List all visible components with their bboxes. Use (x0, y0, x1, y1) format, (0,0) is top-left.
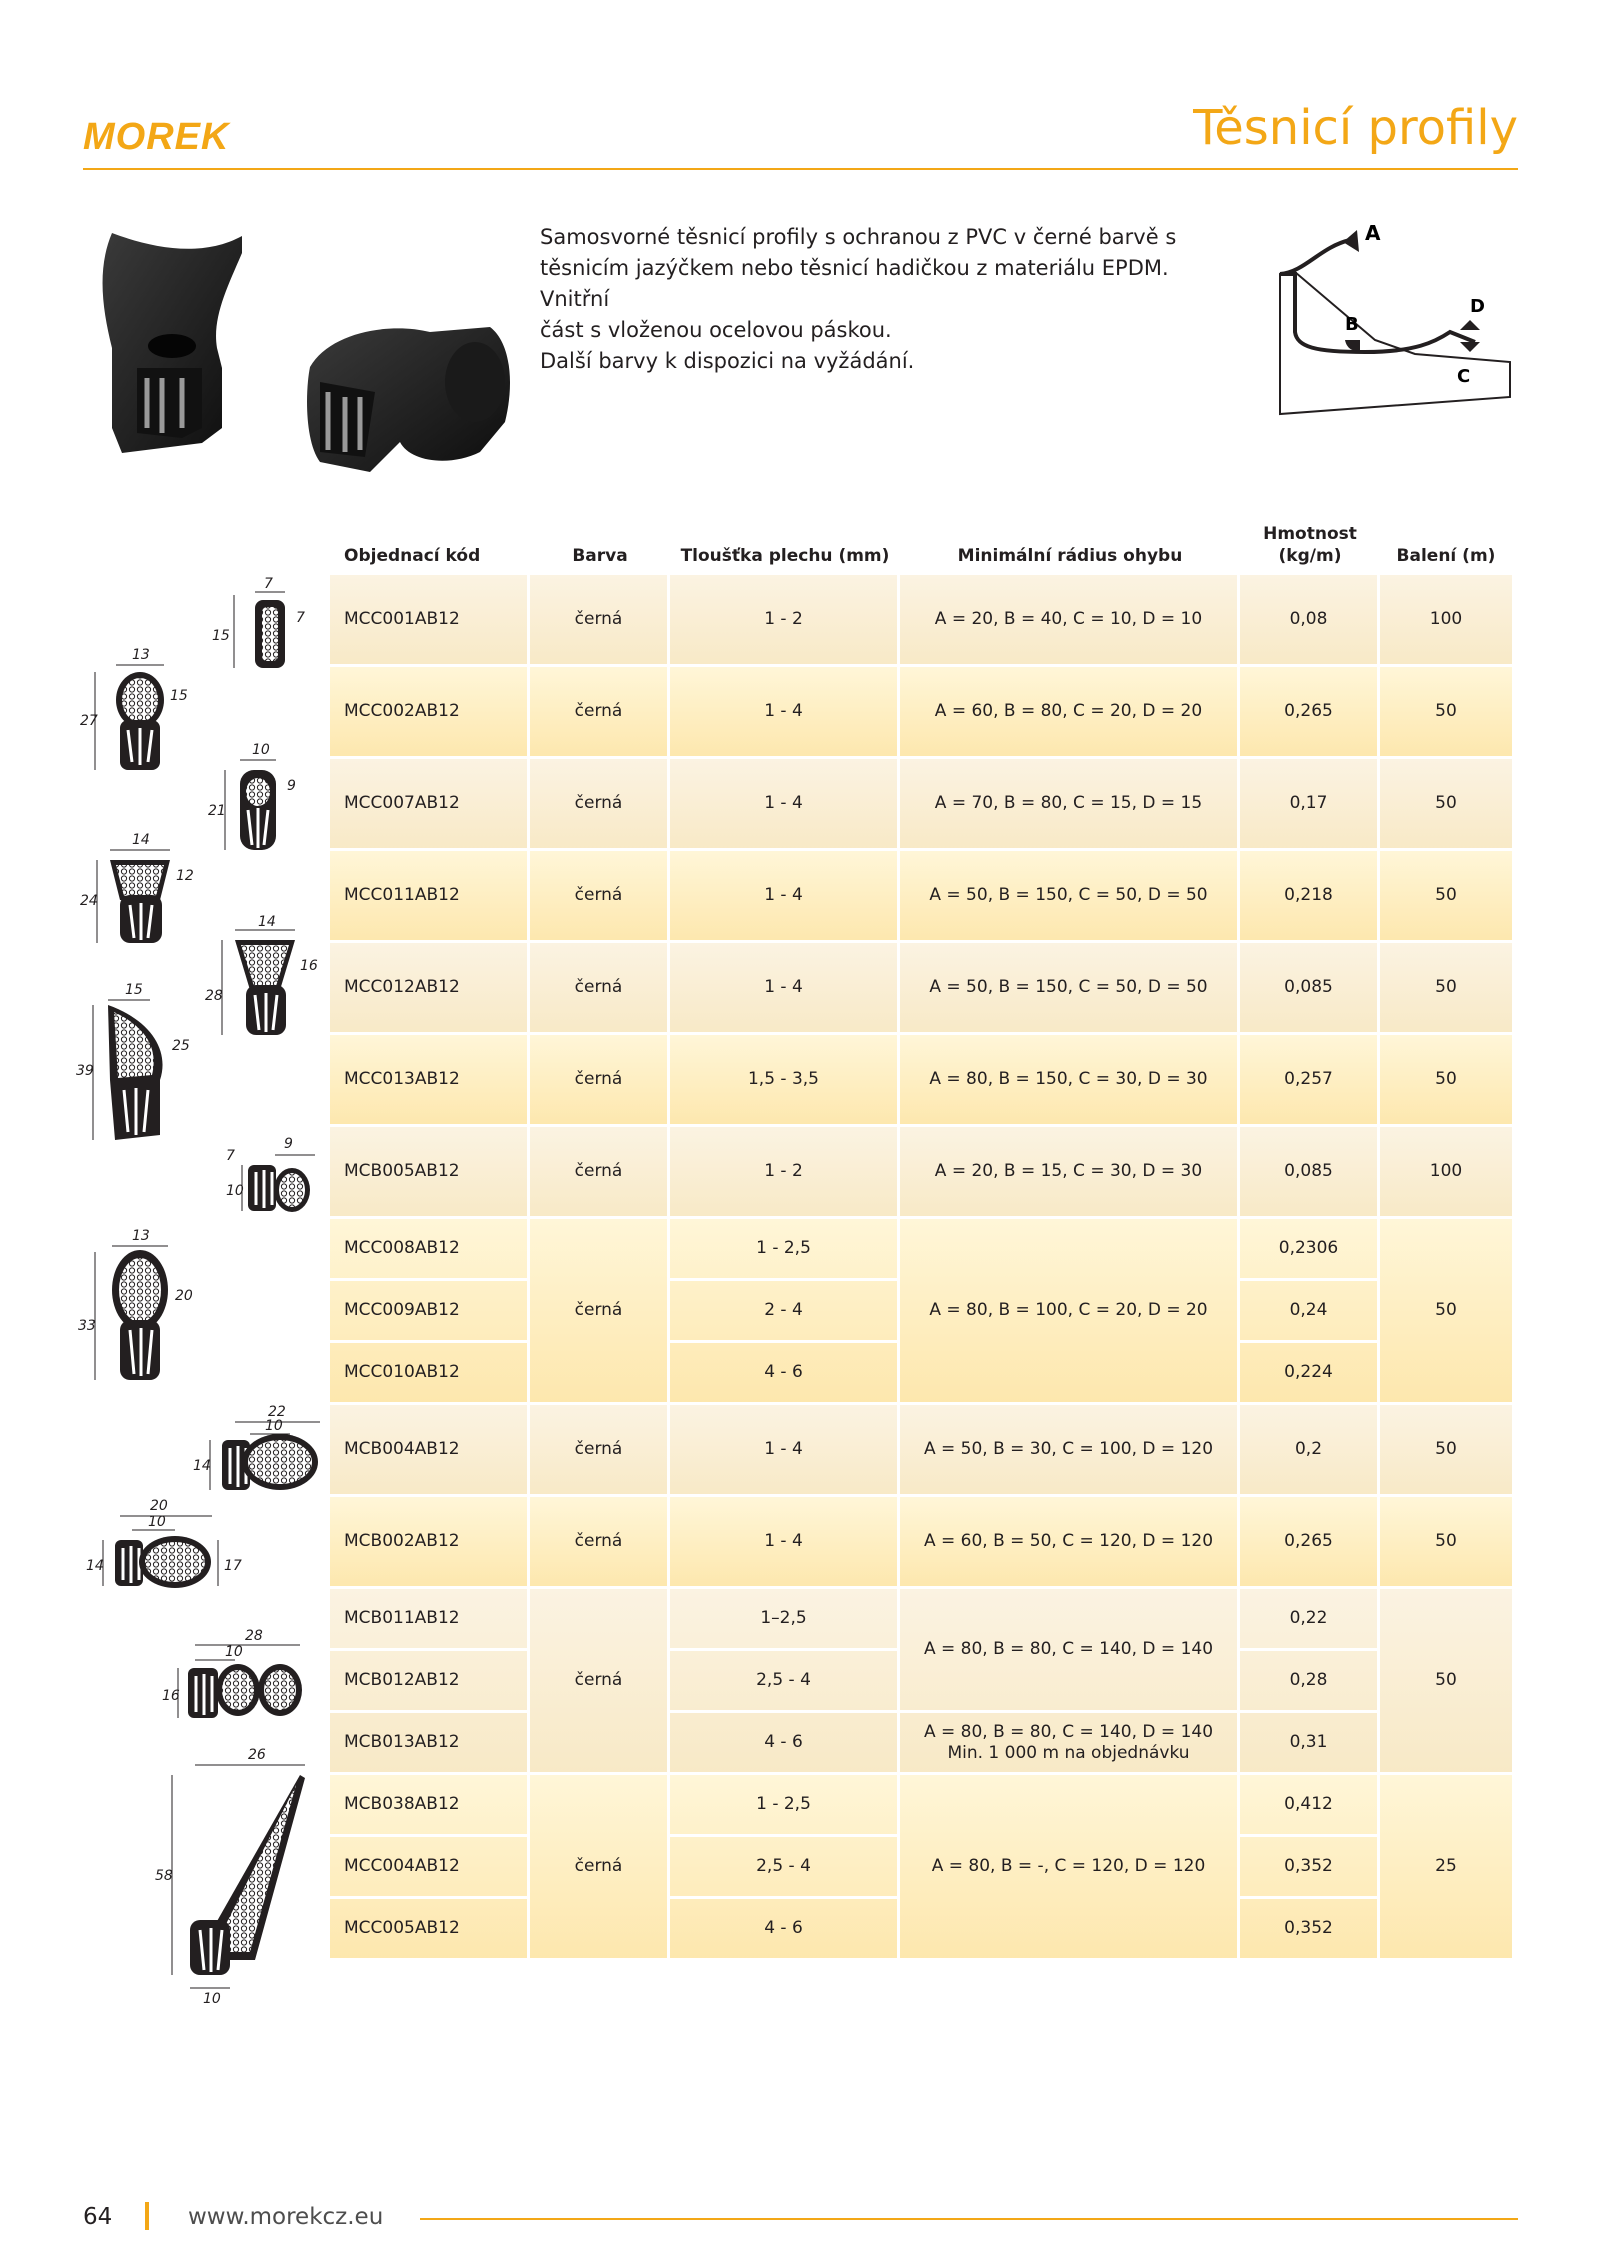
cell-weight: 0,31 (1240, 1713, 1380, 1775)
header-weight-line2: (kg/m) (1278, 546, 1342, 566)
table-row (330, 1405, 1512, 1497)
header-radius: Minimální rádius ohybu (957, 546, 1183, 566)
intro-line: část s vloženou ocelovou páskou. (540, 318, 892, 342)
table-row (330, 759, 1512, 851)
cell-color: černá (530, 1497, 670, 1589)
dim-label: 13 (132, 647, 150, 663)
cell-thickness: 1 - 4 (670, 759, 900, 851)
cell-radius: A = 60, B = 80, C = 20, D = 20 (900, 667, 1240, 759)
profile-drawing-3 (208, 742, 296, 850)
cell-weight: 0,2 (1240, 1405, 1380, 1497)
cell-color: černá (530, 667, 670, 759)
cell-code: MCB005AB12 (330, 1127, 530, 1219)
dim-label: 7 (226, 1148, 235, 1164)
cell-weight: 0,085 (1240, 1127, 1380, 1219)
bend-radius-diagram (1265, 222, 1525, 422)
cell-weight: 0,265 (1240, 1497, 1380, 1589)
dim-label: 7 (296, 610, 305, 626)
dim-label: 13 (132, 1228, 150, 1244)
cell-thickness: 2 - 4 (670, 1281, 900, 1343)
cell-code: MCB038AB12 (330, 1775, 530, 1837)
profile-drawing-11 (162, 1628, 302, 1718)
dim-label: 28 (245, 1628, 263, 1644)
table-row (330, 1127, 1512, 1219)
cell-weight: 0,24 (1240, 1281, 1380, 1343)
cell-pack: 100 (1380, 575, 1512, 667)
cell-radius: A = 80, B = -, C = 120, D = 120 (900, 1775, 1240, 1961)
cell-radius: A = 20, B = 15, C = 30, D = 30 (900, 1127, 1240, 1219)
cell-thickness: 1 - 4 (670, 667, 900, 759)
cell-color: černá (530, 943, 670, 1035)
cell-code: MCB011AB12 (330, 1589, 530, 1651)
cell-color: černá (530, 1589, 670, 1775)
dim-label: 12 (176, 868, 194, 884)
cell-thickness: 4 - 6 (670, 1713, 900, 1775)
footer-separator (145, 2202, 149, 2230)
cell-thickness: 4 - 6 (670, 1899, 900, 1961)
cell-pack: 50 (1380, 1405, 1512, 1497)
dim-label: 14 (193, 1458, 211, 1474)
cell-radius: A = 80, B = 100, C = 20, D = 20 (900, 1219, 1240, 1405)
cell-pack: 50 (1380, 667, 1512, 759)
cell-radius: A = 20, B = 40, C = 10, D = 10 (900, 575, 1240, 667)
brand-logo: MOREK (83, 116, 230, 158)
dim-label: 14 (132, 832, 150, 848)
profile-drawing-4 (80, 832, 194, 943)
cell-color: černá (530, 1405, 670, 1497)
cell-weight: 0,218 (1240, 851, 1380, 943)
cell-thickness: 1 - 4 (670, 943, 900, 1035)
dim-label: 27 (80, 713, 98, 729)
table-row-group (330, 1219, 1512, 1405)
cell-code: MCB002AB12 (330, 1497, 530, 1589)
header-pack: Balení (m) (1396, 546, 1496, 566)
cell-weight: 0,352 (1240, 1899, 1380, 1961)
diagram-label-c: C (1457, 366, 1471, 387)
diagram-label-b: B (1345, 314, 1359, 335)
dim-label: 10 (252, 742, 270, 758)
intro-text (540, 222, 1240, 377)
header-code: Objednací kód (344, 546, 481, 566)
profile-photo-bulb (300, 312, 515, 477)
cell-radius: A = 70, B = 80, C = 15, D = 15 (900, 759, 1240, 851)
dim-label: 24 (80, 893, 98, 909)
dim-label: 14 (86, 1558, 104, 1574)
page-number: 64 (83, 2204, 113, 2230)
profile-drawing-1 (212, 576, 305, 668)
profile-drawing-2 (80, 647, 188, 770)
footer-divider (420, 2218, 1518, 2220)
cell-radius-note: Min. 1 000 m na objednávku (947, 1742, 1190, 1763)
table-header (330, 505, 1512, 575)
cell-pack: 50 (1380, 759, 1512, 851)
cell-color: černá (530, 1775, 670, 1961)
cell-pack: 50 (1380, 1035, 1512, 1127)
cell-thickness: 2,5 - 4 (670, 1837, 900, 1899)
cell-code: MCC008AB12 (330, 1219, 530, 1281)
cell-radius: A = 50, B = 150, C = 50, D = 50 (900, 943, 1240, 1035)
table-row-group (330, 1589, 1512, 1775)
table-row (330, 575, 1512, 667)
cell-color: černá (530, 851, 670, 943)
profile-drawing-5 (205, 914, 318, 1035)
profile-drawing-8 (78, 1228, 193, 1380)
cell-code: MCB012AB12 (330, 1651, 530, 1713)
cell-thickness: 1 - 4 (670, 851, 900, 943)
table-row-group (330, 1775, 1512, 1961)
cell-thickness: 2,5 - 4 (670, 1651, 900, 1713)
dim-label: 10 (226, 1183, 244, 1199)
cell-thickness: 1–2,5 (670, 1589, 900, 1651)
table-row (330, 1035, 1512, 1127)
cell-pack: 100 (1380, 1127, 1512, 1219)
cell-code: MCC004AB12 (330, 1837, 530, 1899)
footer-url[interactable]: www.morekcz.eu (188, 2204, 384, 2230)
cell-radius: A = 80, B = 150, C = 30, D = 30 (900, 1035, 1240, 1127)
dim-label: 20 (175, 1288, 193, 1304)
dim-label: 10 (148, 1514, 166, 1530)
cell-radius: A = 50, B = 150, C = 50, D = 50 (900, 851, 1240, 943)
header-weight (1240, 523, 1380, 567)
cell-radius: A = 50, B = 30, C = 100, D = 120 (900, 1405, 1240, 1497)
product-table (330, 505, 1512, 1961)
profile-drawing-12 (155, 1747, 305, 2007)
dim-label: 25 (172, 1038, 190, 1054)
cell-code: MCC002AB12 (330, 667, 530, 759)
cell-thickness: 1 - 4 (670, 1497, 900, 1589)
header-thickness: Tloušťka plechu (mm) (680, 546, 890, 566)
dim-label: 33 (78, 1318, 96, 1334)
cell-code: MCC009AB12 (330, 1281, 530, 1343)
dim-label: 26 (248, 1747, 266, 1763)
dim-label: 10 (225, 1644, 243, 1660)
cell-color: černá (530, 1127, 670, 1219)
cell-thickness: 4 - 6 (670, 1343, 900, 1405)
cell-thickness: 1,5 - 3,5 (670, 1035, 900, 1127)
cell-weight: 0,08 (1240, 575, 1380, 667)
dim-label: 15 (170, 688, 188, 704)
dim-label: 39 (76, 1063, 94, 1079)
cell-radius: A = 60, B = 50, C = 120, D = 120 (900, 1497, 1240, 1589)
cell-code: MCC011AB12 (330, 851, 530, 943)
cell-thickness: 1 - 2 (670, 575, 900, 667)
cell-weight: 0,2306 (1240, 1219, 1380, 1281)
diagram-label-d: D (1470, 296, 1485, 317)
table-row (330, 943, 1512, 1035)
cell-weight: 0,28 (1240, 1651, 1380, 1713)
cell-code: MCB004AB12 (330, 1405, 530, 1497)
dim-label: 20 (150, 1498, 168, 1514)
cell-code: MCC005AB12 (330, 1899, 530, 1961)
dim-label: 22 (268, 1404, 286, 1420)
cell-weight: 0,17 (1240, 759, 1380, 851)
cell-color: černá (530, 1035, 670, 1127)
cell-thickness: 1 - 2 (670, 1127, 900, 1219)
header-weight-line1: Hmotnost (1263, 524, 1357, 544)
cell-pack: 50 (1380, 1589, 1512, 1775)
header-color: Barva (572, 546, 628, 566)
diagram-label-a: A (1365, 222, 1381, 245)
profile-drawing-9 (193, 1404, 320, 1490)
cell-code: MCB013AB12 (330, 1713, 530, 1775)
intro-line: Samosvorné těsnicí profily s ochranou z PVC v černé barvě s (540, 225, 1177, 249)
cell-thickness: 1 - 2,5 (670, 1219, 900, 1281)
cell-weight: 0,085 (1240, 943, 1380, 1035)
cell-pack: 50 (1380, 1219, 1512, 1405)
dim-label: 9 (284, 1136, 293, 1152)
dim-label: 28 (205, 988, 223, 1004)
dim-label: 7 (264, 576, 273, 592)
dim-label: 15 (125, 982, 143, 998)
cell-code: MCC012AB12 (330, 943, 530, 1035)
profile-drawing-6 (76, 982, 190, 1140)
cell-weight: 0,265 (1240, 667, 1380, 759)
dim-label: 17 (224, 1558, 242, 1574)
table-row (330, 667, 1512, 759)
cell-radius-line: A = 80, B = 80, C = 140, D = 140 (923, 1721, 1214, 1742)
cell-code: MCC001AB12 (330, 575, 530, 667)
dim-label: 16 (162, 1688, 180, 1704)
dim-label: 14 (258, 914, 276, 930)
dim-label: 16 (300, 958, 318, 974)
cell-weight: 0,352 (1240, 1837, 1380, 1899)
cell-thickness: 1 - 2,5 (670, 1775, 900, 1837)
cell-weight: 0,224 (1240, 1343, 1380, 1405)
cell-code: MCC010AB12 (330, 1343, 530, 1405)
dim-label: 21 (208, 803, 226, 819)
profile-cross-sections (0, 0, 330, 2080)
cell-thickness: 1 - 4 (670, 1405, 900, 1497)
cell-weight: 0,22 (1240, 1589, 1380, 1651)
cell-color: černá (530, 1219, 670, 1405)
page-title: Těsnicí profily (1193, 100, 1518, 156)
cell-color: černá (530, 759, 670, 851)
dim-label: 15 (212, 628, 230, 644)
cell-color: černá (530, 575, 670, 667)
dim-label: 10 (203, 1991, 221, 2007)
intro-line: Další barvy k dispozici na vyžádání. (540, 349, 915, 373)
cell-weight: 0,257 (1240, 1035, 1380, 1127)
cell-pack: 50 (1380, 851, 1512, 943)
cell-radius: A = 80, B = 80, C = 140, D = 140 (900, 1589, 1240, 1713)
profile-drawing-7 (226, 1136, 315, 1212)
cell-pack: 25 (1380, 1775, 1512, 1961)
table-row (330, 1497, 1512, 1589)
table-row (330, 851, 1512, 943)
cell-weight: 0,412 (1240, 1775, 1380, 1837)
cell-code: MCC007AB12 (330, 759, 530, 851)
cell-radius (900, 1713, 1240, 1775)
cell-code: MCC013AB12 (330, 1035, 530, 1127)
dim-label: 10 (265, 1418, 283, 1434)
dim-label: 9 (287, 778, 296, 794)
cell-pack: 50 (1380, 943, 1512, 1035)
intro-line: těsnicím jazýčkem nebo těsnicí hadičkou z materiálu EPDM. Vnitřní (540, 256, 1169, 311)
profile-drawing-10 (86, 1498, 242, 1588)
dim-label: 58 (155, 1868, 173, 1884)
cell-pack: 50 (1380, 1497, 1512, 1589)
